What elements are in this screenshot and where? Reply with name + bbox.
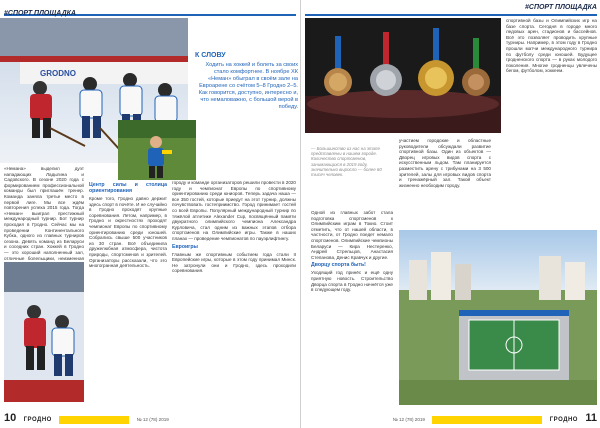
- left-col-1-text: «Немана» выделил дуэт нападающих Ладыгина и Садовского. В сезоне 2020 года с формированием профессиональной команды был приглашён тренер. Команда заняла третье место в первой лиге. Мы все ждём повторения успеха 2015 года. Тогда «Неман» выиграл престижный международный турнир. Бот турнир проходил в Гродно. Сейчас мы на проведении Континентального Кубка, одного из главных турниров сезона. Девять команд из Беларуси и соседних стран. Хоккей в Гродно — это хороший наполненный зал, отличные болельщики, неизменная: [4, 166, 84, 261]
- right-col-2: [399, 138, 491, 228]
- svg-text:GRODNO: GRODNO: [40, 69, 76, 78]
- left-footer-bar: [59, 416, 129, 424]
- right-rubric: #СПОРТ ПЛОЩАДКА: [525, 4, 597, 11]
- quote-box: [195, 52, 298, 172]
- city-aerial-photo: [399, 230, 597, 405]
- left-col-3-text2: Главным же спортивным событием года стали II Европейские игры, которые в этом году принимал Минск. Не затронули они и Гродно, здесь проходили соревнования.: [172, 251, 296, 274]
- left-footer: [0, 411, 300, 425]
- right-footer-bar: [432, 416, 542, 424]
- left-header: [4, 2, 296, 16]
- right-footer: [301, 411, 600, 425]
- left-brand: ГРОДНО: [23, 417, 52, 423]
- left-col-2-subhead: Центр силы и столица ориентирования: [89, 182, 167, 194]
- right-issue: № 12 (78) 2019: [392, 417, 425, 422]
- right-col-3: [506, 18, 597, 228]
- medals-photo: [305, 18, 501, 133]
- orienteering-photo: [118, 120, 196, 180]
- right-col-1: [311, 210, 393, 405]
- quote-text: Ходить на хоккей и болеть за своих стало комфортнее. В ноябре ХК «Неман» обыграл в своём зале на Евроарене со счётом 5–8 Гродно 2–5. Как говорится, доступно, интересно и, что немаловажно, с большой верой в победу.: [198, 62, 298, 110]
- right-header: [305, 2, 597, 16]
- stadium: [459, 310, 569, 380]
- right-page-number: 11: [585, 412, 597, 424]
- left-rubric: #СПОРТ ПЛОЩАДКА: [4, 10, 76, 17]
- right-col-1-subhead: Дворцу спорта быть!: [311, 262, 366, 269]
- right-page: [300, 0, 600, 428]
- left-col-3-text: городу и команде организаторов решили провести в 2020 году и чемпионат Европы по спортивному ориентированию среди юниоров. Теперь задача наша — все 350 гостей, которые приедут на этот турнир, должны почувствовать гостеприимство. Город принимает гостей со всей Европы. Популярный международный турнир по тяжёлой атлетике Alexander Cup, посвящённый памяти двукратного олимпийского чемпиона Александра Курловича, стал одним из важных этапов отбора спортсменов на Олимпийские игры. Также в наших планах — проведение чемпионатов по пауэрлифтингу.: [172, 180, 296, 241]
- left-col-2: [89, 180, 167, 404]
- left-issue: № 12 (78) 2019: [136, 417, 169, 422]
- right-col-2-text: участием городские и областные руководители обсуждали развитие спортивной базы. Один из объектов — Дворец игровых видов спорта с искусственным льдом. Там планируется разместить арену с трибунами на 3 500 зрителей, залы для игровых видов спорта и тренажёрный зал. Такой объект жизненно необходим городу.: [399, 138, 491, 188]
- right-col-3-text: спортивной базы и Олимпийских игр на базе спорта. Сегодня в городе много ледовых арен, стадионов и бассейнов. Всё это позволяет проводить крупные турниры. Например, в этом году в Гродно прошли матчи международного турнира по футболу среди юношей. Будущее гродненского спорта — в руках молодого поколения. Многие гродненцы увлечены бегом, футболом, хоккеем.: [506, 18, 597, 74]
- right-caption: — Большинство из нас на этапе представлены в нашем городе. Количество спортсменов, занимающихся в 2019 году, значительно выросло — более 60 тысяч человек.: [311, 146, 382, 178]
- left-col-2-text: Кроме того, Гродно давно держит здесь спорт в почёте. И не случайно в Гродно проходят крупные соревнования. Летом, например, в Гродно и окрестностях проходят чемпионат Европы по спортивному ориентированию среди юношей. Собрались свыше 500 участников из 30 стран. Всё объединила дружелюбная атмосфера, чистота природы, спортсменов и зрителей. Организаторы рассказали, что это многогранная деятельность.: [89, 196, 167, 269]
- right-col-1-text: Одной из главных забот стала подготовка спортсменов к Олимпийским играм в Токио. Стоит отметить, что от нашей области, в частности, от Гродно поедет немало спортсменов. Олимпийские чемпионы Беларуси — Кира Нестеренко, Андрей Стрельцов, Анастасия Степанова, Денис Кравчук и другие.: [311, 210, 393, 260]
- right-brand: ГРОДНО: [549, 417, 578, 423]
- hockey-action-photo: [4, 262, 84, 402]
- left-page-number: 10: [4, 412, 17, 424]
- right-col-1-text2: Уходящий год принёс и ещё одну приятную новость. Строительство Дворца спорта в Гродно начнётся уже в следующем году.: [311, 270, 393, 293]
- quote-title: К СЛОВУ: [195, 52, 226, 59]
- left-col-3-subhead: Евроигры: [172, 243, 198, 250]
- left-col-3: [172, 180, 296, 404]
